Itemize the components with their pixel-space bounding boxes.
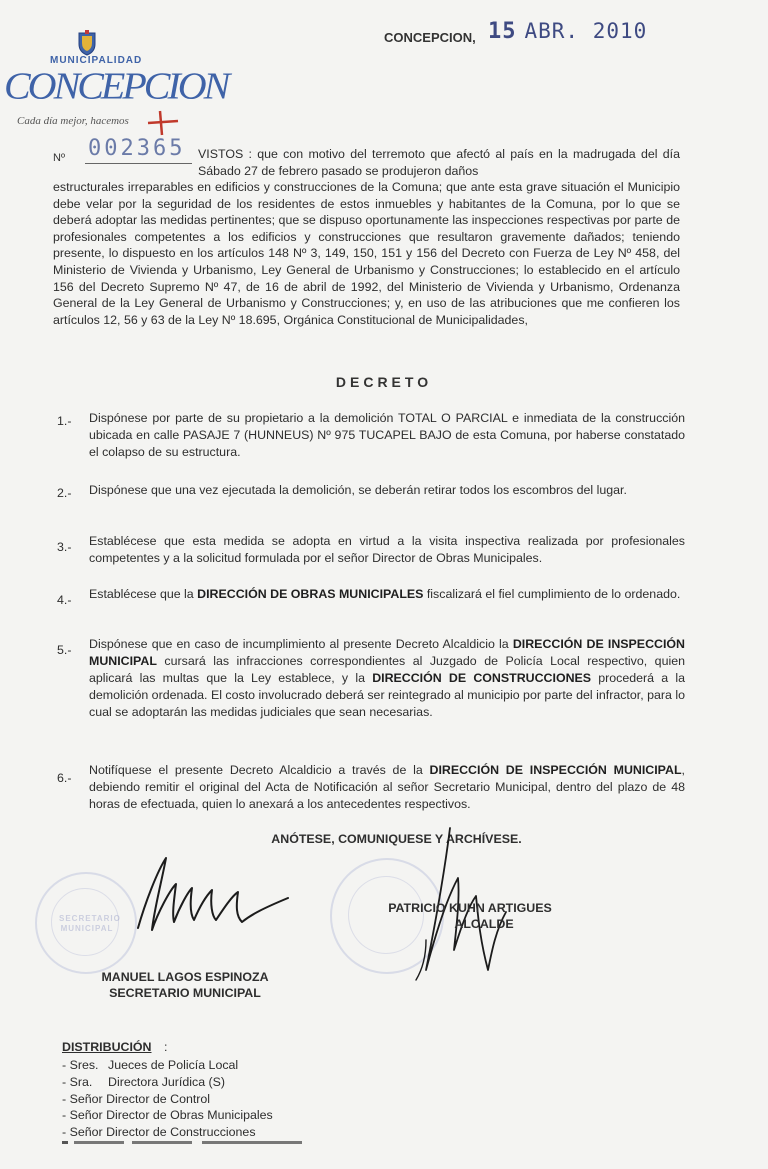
decree-item [89,762,685,813]
item-text: , debiendo remitir el original del Acta de Notificación al señor Secretario Municipal, dentro del plazo de 48 horas de efectuada, quien lo anexará a los antecedentes respectivos. [89,763,685,811]
item-number: 6.- [57,771,72,785]
decree-number-underline [85,163,192,164]
vistos-body: estructurales irreparables en edificios y construcciones de la Comuna; que ante esta grave situación el Municipio debe velar por la seguridad de los residentes de estos inmuebles y habitantes de la Comuna, por lo que se deberá adoptar las medidas pertinentes; que se dispuso oportunamente las inspecciones respectivas por parte de profesionales competentes a los edificios y construcciones que resultaron gravemente dañados; teniendo presente, lo dispuesto en los artículos 148 Nº 3, 149, 150, 151 y 156 del Decreto con Fuerza de Ley Nº 458, del Ministerio de Vivienda y Urbanismo, Ley General de Urbanismo y Construcciones; lo establecido en el artículo 156 del Decreto Supremo Nº 47, de 16 de abril de 1992, del Ministerio de Vivienda y Urbanismo, Ordenanza General de la Ley General de Urbanismo y Construcciones; y, en uso de las atribuciones que me confieren los artículos 12, 56 y 63 de la Ley Nº 18.695, Orgánica Constitucional de Municipalidades, [53,180,680,327]
distribution-colon: : [164,1040,168,1054]
decree-item: Dispónese que una vez ejecutada la demolición, se deberán retirar todos los escombros del lugar. [89,483,627,497]
item-number: 4.- [57,593,72,607]
item-bold-text: DIRECCIÓN DE CONSTRUCCIONES [372,671,592,685]
list-item [62,1091,273,1108]
item-bold-text: DIRECCIÓN DE OBRAS MUNICIPALES [197,587,424,601]
item-bold-text: DIRECCIÓN DE INSPECCIÓN MUNICIPAL [89,637,686,668]
decree-item: Establécese que esta medida se adopta en virtud a la visita inspectiva realizada por profesionales competentes y a la solicitud formulada por el señor Director de Obras Municipales. [89,534,685,565]
item-number: 1.- [57,414,72,428]
item-number: 5.- [57,643,72,657]
signature-secretary [128,850,298,950]
signer-role: ALCALDE [454,917,514,931]
signer-name: MANUEL LAGOS ESPINOZA [101,970,269,984]
decree-item [89,586,685,603]
decree-number-value: 002365 [88,136,186,161]
official-seal-left [35,872,137,974]
list-item [62,1057,273,1074]
distribution-list [62,1057,273,1141]
item-text: cursará las infracciones correspondientes al Juzgado de Policía Local respectivo, quien aplicará las multas que la Ley establece, y la [89,654,685,685]
signer-mayor [370,900,570,932]
distribution-title: DISTRIBUCIÓN [62,1040,152,1054]
stamp-text: SECRETARIO MUNICIPAL [59,914,121,933]
cropped-text-remnant [62,1140,322,1145]
list-item [62,1124,273,1141]
date-stamp [488,19,647,44]
list-item-text: - Señor Director de Control [62,1091,211,1106]
signer-secretary [82,969,288,1001]
list-item [62,1074,273,1091]
item-bold-text: DIRECCIÓN DE INSPECCIÓN MUNICIPAL [429,763,682,777]
decree-title: DECRETO [335,374,433,390]
logo-wordmark: CONCEPCION [4,64,228,107]
logo-slogan: Cada día mejor, hacemos [17,115,129,127]
coat-of-arms-icon [76,30,98,56]
item-number: 3.- [57,540,72,554]
decree-number-label: Nº [53,152,65,164]
item-text: procederá a la demolición ordenada. El costo involucrado deberá ser reintegrado al municipio por parte del infractor, para lo cual se adoptarán las medidas judiciales que sean necesarias. [89,671,686,719]
decree-item [89,636,685,721]
date-month-year: ABR. 2010 [524,19,648,43]
list-item [62,1107,273,1124]
signer-name: PATRICIO KUHN ARTIGUES [388,901,552,915]
vistos-first-line: VISTOS : que con motivo del terremoto que afectó al país en la madrugada del día Sábado 27 de febrero pasado se produjeron daños [198,147,680,178]
city-label: CONCEPCION, [384,30,476,45]
municipality-logo [4,28,228,138]
list-item-prefix: - Sres. [62,1058,99,1072]
item-text: Establécese que la [89,587,198,601]
closing-formula: ANÓTESE, COMUNIQUESE Y ARCHÍVESE. [271,832,522,846]
date-day: 15 [488,19,517,44]
plus-cross-icon [144,108,180,138]
list-item-text: Directora Jurídica (S) [108,1074,226,1089]
item-text: Notifíquese el presente Decreto Alcaldicio a través de la [89,763,430,777]
decree-item: Dispónese por parte de su propietario a la demolición TOTAL O PARCIAL e inmediata de la construcción ubicada en calle PASAJE 7 (HUNNEUS) Nº 975 TUCAPEL BAJO de esta Comuna, por haberse constatado el colapso de su estructura. [89,411,685,459]
list-item-text: - Señor Director de Obras Municipales [62,1108,273,1123]
item-number: 2.- [57,486,72,500]
item-text: Dispónese que en caso de incumplimiento al presente Decreto Alcaldicio la [89,637,513,651]
list-item-text: - Señor Director de Construcciones [62,1125,256,1140]
list-item-text: Jueces de Policía Local [108,1058,239,1072]
logo-top-text: MUNICIPALIDAD [50,55,143,66]
signer-role: SECRETARIO MUNICIPAL [109,986,261,1000]
list-item-prefix: - Sra. [62,1074,93,1089]
item-text: fiscalizará el fiel cumplimiento de lo ordenado. [423,587,681,601]
